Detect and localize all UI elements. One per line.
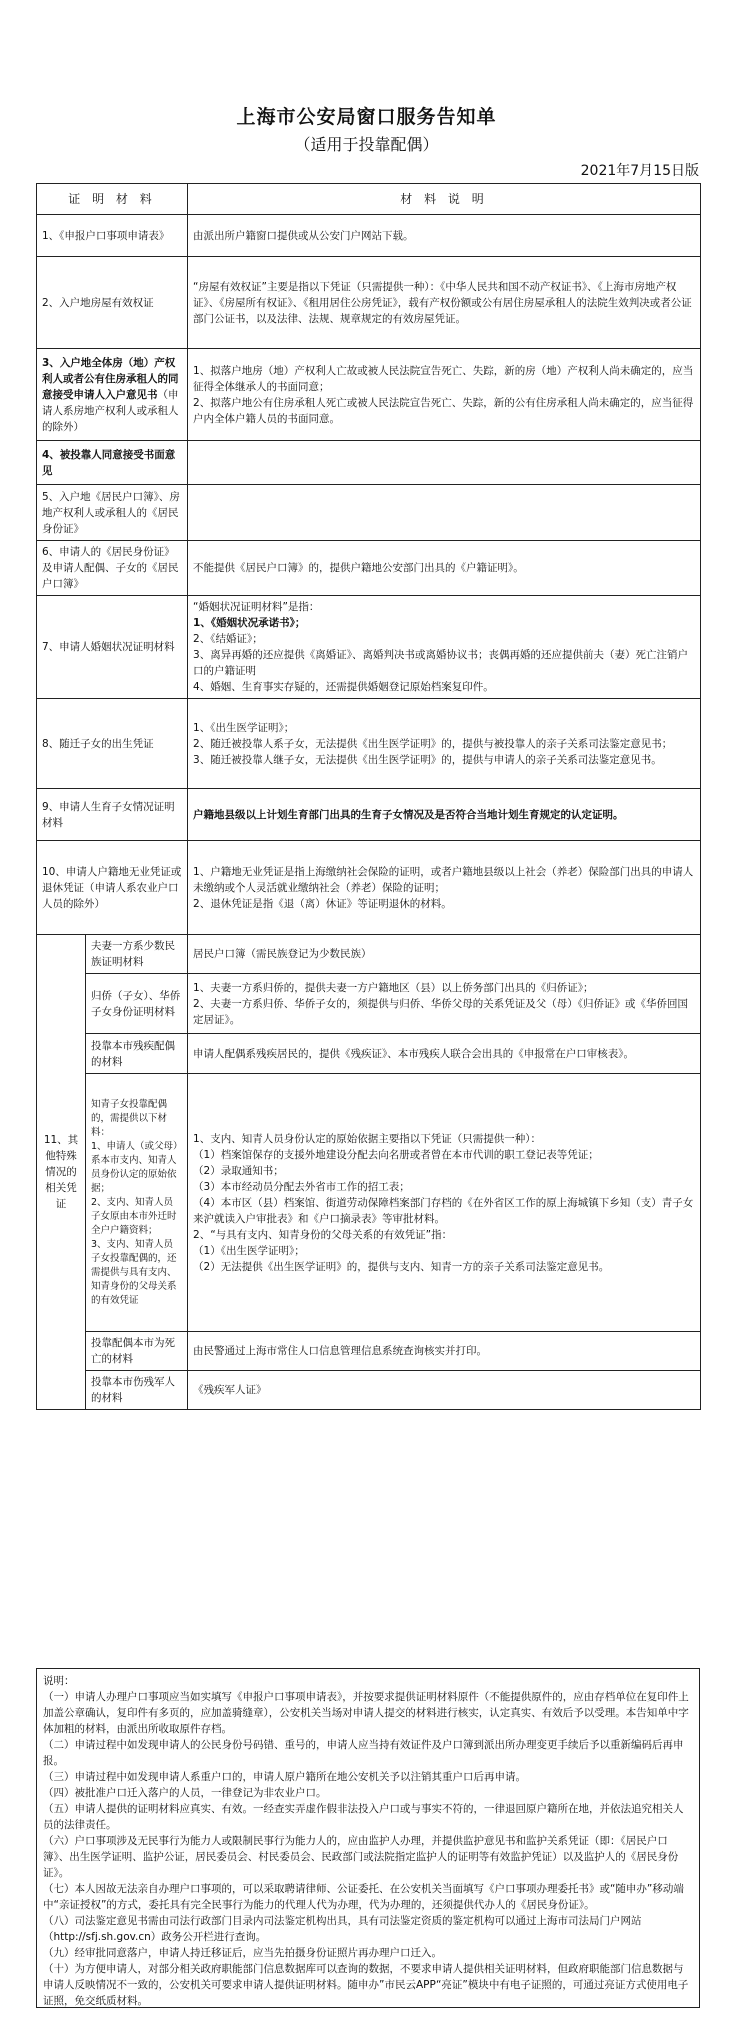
special-sub: 投靠本市伤残军人的材料 — [86, 1371, 188, 1410]
page-subtitle: （适用于投靠配偶） — [294, 135, 439, 154]
row-material — [37, 349, 188, 441]
special-sub: 投靠配偶本市为死亡的材料 — [86, 1332, 188, 1371]
note-item: （三）申请过程中如发现申请人系重户口的，申请人原户籍所在地公安机关予以注销其重户口后再申请。 — [43, 1771, 526, 1783]
row-material: 2、入户地房屋有效权证 — [37, 257, 188, 349]
version-date: 2021年7月15日版 — [580, 163, 699, 179]
table-row — [37, 485, 701, 541]
table-row — [37, 541, 701, 596]
desc-line: 2、《结婚证》； — [193, 633, 263, 645]
table-row — [37, 699, 701, 789]
col-header-material: 证 明 材 料 — [37, 184, 188, 215]
desc-line: 3、随迁被投靠人继子女，无法提供《出生医学证明》的，提供与申请人的亲子关系司法鉴定意见书。 — [193, 753, 662, 766]
table-row — [37, 349, 701, 441]
desc-line: “婚姻状况证明材料”是指： — [193, 601, 320, 613]
special-sub: 投靠本市残疾配偶的材料 — [86, 1034, 188, 1074]
note-item: （八）司法鉴定意见书需由司法行政部门目录内司法鉴定机构出具，具有司法鉴定资质的鉴定机构可以通过上海市司法局门户网站（http://sfj.sh.gov.cn）政务公开栏进行查询。 — [43, 1915, 642, 1943]
table-row — [37, 215, 701, 257]
page-title: 上海市公安局窗口服务告知单 — [236, 106, 497, 128]
special-desc: 1、夫妻一方系归侨的，提供夫妻一方户籍地区（县）以上侨务部门出具的《归侨证》； 2、夫妻一方系归侨、华侨子女的，须提供与归侨、华侨父母的关系凭证及父（母）《归侨证》或《华侨回国定居证》。 — [188, 974, 701, 1034]
note-item: （二）申请过程中如发现申请人的公民身份号码错、重号的，申请人应当持有效证件及户口簿到派出所办理变更手续后予以重新编码后再申报。 — [43, 1739, 684, 1767]
desc-line: 4、婚姻、生育事实存疑的，还需提供婚姻登记原始档案复印件。 — [193, 681, 494, 693]
row-desc: 不能提供《居民户口簿》的，提供户籍地公安部门出具的《户籍证明》。 — [188, 541, 701, 596]
note-item: （五）申请人提供的证明材料应真实、有效。一经查实弄虚作假非法投入户口或与事实不符的，一律退回原户籍所在地，并依法追究相关人员的法律责任。 — [43, 1803, 684, 1831]
row-desc — [188, 699, 701, 789]
col-header-desc: 材 料 说 明 — [188, 184, 701, 215]
table-row — [37, 789, 701, 841]
note-item: （七）本人因故无法亲自办理户口事项的，可以采取聘请律师、公证委托、在公安机关当面填写《户口事项办理委托书》或“随申办”移动端中“亲证授权”的方式，委托具有完全民事行为能力的代理人代为办理，代为办理的，还须提供代办人的《居民身份证》。 — [43, 1883, 684, 1911]
special-desc: 《残疾军人证》 — [188, 1371, 701, 1410]
note-item: （四）被批准户口迁入落户的人员，一律登记为非农业户口。 — [43, 1787, 327, 1799]
table-row — [37, 1074, 701, 1332]
row-desc: 由派出所户籍窗口提供或从公安门户网站下载。 — [188, 215, 701, 257]
row-desc: 1、拟落户地房（地）产权利人亡故或被人民法院宣告死亡、失踪，新的房（地）产权利人尚未确定的，应当征得全体继承人的书面同意； 2、拟落户地公有住房承租人死亡或被人民法院宣告死亡、失踪，新的公有住房承租人尚未确定的，应当征得户内全体户籍人员的书面同意。 — [188, 349, 701, 441]
row-material: 6、申请人的《居民身份证》及申请人配偶、子女的《居民户口簿》 — [37, 541, 188, 596]
desc-line: 1、《婚姻状况承诺书》； — [193, 617, 306, 629]
special-desc: 1、支内、知青人员身份认定的原始依据主要指以下凭证（只需提供一种）： （1）档案馆保存的支援外地建设分配去向名册或者曾在本市代训的职工登记表等凭证； （2）录取通知书； （3）本市经动员分配去外省市工作的招工表； （4）本市区（县）档案馆、街道劳动保障档案部门存档的《在外省区工作的原上海城镇下乡知（支）青子女来沪就读入户审批表》和《户口摘录表》等审批材料。 2、“与具有支内、知青身份的父母关系的有效凭证”指： （1）《出生医学证明》； （2）无法提供《出生医学证明》的，提供与支内、知青一方的亲子关系司法鉴定意见书。 — [188, 1074, 701, 1332]
table-row — [37, 596, 701, 699]
special-sub: 知青子女投靠配偶的，需提供以下材料： 1、申请人（或父母）系本市支内、知青人员身份认定的原始依据； 2、支内、知青人员子女原由本市外迁时全户户籍资料； 3、支内、知青人员子女投靠配偶的，还需提供与具有支内、知青身份的父母关系的有效凭证 — [86, 1074, 188, 1332]
special-desc: 由民警通过上海市常住人口信息管理信息系统查询核实并打印。 — [188, 1332, 701, 1371]
row-desc — [188, 596, 701, 699]
table-row — [37, 1034, 701, 1074]
row-desc — [188, 841, 701, 935]
row-material: 7、申请人婚姻状况证明材料 — [37, 596, 188, 699]
note-item: （一）申请人办理户口事项应当如实填写《申报户口事项申请表》，并按要求提供证明材料原件（不能提供原件的，应由存档单位在复印件上加盖公章确认，复印件有多页的，应加盖骑缝章），公安机关当场对申请人提交的材料进行核实，认定真实、有效后予以受理。本告知单中字体加粗的材料，由派出所收取原件存档。 — [43, 1691, 689, 1735]
row-desc — [188, 485, 701, 541]
special-sub: 夫妻一方系少数民族证明材料 — [86, 935, 188, 974]
notes-heading: 说明： — [43, 1675, 75, 1687]
desc-line: 2、随迁被投靠人系子女，无法提供《出生医学证明》的，提供与被投靠人的亲子关系司法鉴定意见书； — [193, 737, 673, 750]
note-item: （六）户口事项涉及无民事行为能力人或限制民事行为能力人的，应由监护人办理，并提供监护意见书和监护关系凭证（即：《居民户口簿》、出生医学证明、监护公证，居民委员会、村民委员会、民政部门或法院指定监护人的证明等有效监护凭证）以及监护人的《居民身份证》。 — [43, 1835, 679, 1879]
row-material-bold: 3、入户地全体房（地）产权利人或者公有住房承租人的同意接受申请人入户意见书 — [42, 356, 179, 401]
note-item: （九）经审批同意落户，申请人持迁移证后，应当先拍摄身份证照片再办理户口迁入。 — [43, 1947, 442, 1959]
row-material: 4、被投靠人同意接受书面意见 — [37, 441, 188, 485]
table-row — [37, 974, 701, 1034]
special-desc: 申请人配偶系残疾居民的，提供《残疾证》、本市残疾人联合会出具的《申报常在户口审核表》。 — [188, 1034, 701, 1074]
row-material: 8、随迁子女的出生凭证 — [37, 699, 188, 789]
row-desc: “房屋有效权证”主要是指以下凭证（只需提供一种）：《中华人民共和国不动产权证书》、《上海市房地产权证》、《房屋所有权证》、《租用居住公房凭证》，载有产权份额或公有居住房屋承租人的法院生效判决或者公证部门公证书，以及法律、法规、规章规定的有效房屋凭证。 — [188, 257, 701, 349]
row-material-note: （申请人系房地产权利人或承租人的除外） — [42, 388, 179, 433]
desc-line: 1、户籍地无业凭证是指上海缴纳社会保险的证明，或者户籍地县级以上社会（养老）保险部门出具的申请人未缴纳或个人灵活就业缴纳社会（养老）保险的证明； — [193, 865, 694, 894]
special-label: 11、其他特殊情况的相关凭证 — [37, 935, 86, 1410]
materials-table — [36, 183, 701, 1410]
row-material: 10、申请人户籍地无业凭证或退休凭证（申请人系农业户口人员的除外） — [37, 841, 188, 935]
note-item: （十）为方便申请人，对部分相关政府职能部门信息数据库可以查询的数据，不要求申请人提供相关证明材料，但政府职能部门信息数据与申请人反映情况不一致的，公安机关可要求申请人提供证明材料。随申办”市民云APP“亮证”模块中有电子证照的，可通过亮证方式使用电子证照，免交纸质材料。 — [43, 1963, 689, 2007]
table-row — [37, 1332, 701, 1371]
table-row — [37, 441, 701, 485]
desc-line: 3、离异再婚的还应提供《离婚证》、离婚判决书或离婚协议书；丧偶再婚的还应提供前夫（妻）死亡注销户口的户籍证明 — [193, 649, 688, 677]
table-row — [37, 841, 701, 935]
desc-line: 2、退休凭证是指《退（离）休证》等证明退休的材料。 — [193, 897, 452, 910]
special-sub: 归侨（子女）、华侨子女身份证明材料 — [86, 974, 188, 1034]
row-material: 9、申请人生育子女情况证明材料 — [37, 789, 188, 841]
table-header-row — [37, 184, 701, 215]
row-desc: 户籍地县级以上计划生育部门出具的生育子女情况及是否符合当地计划生育规定的认定证明。 — [188, 789, 701, 841]
special-desc: 居民户口簿（需民族登记为少数民族） — [188, 935, 701, 974]
notes-section — [36, 1668, 700, 2008]
table-row — [37, 1371, 701, 1410]
table-row — [37, 935, 701, 974]
row-material: 5、入户地《居民户口簿》、房地产权利人或承租人的《居民身份证》 — [37, 485, 188, 541]
table-row — [37, 257, 701, 349]
row-desc — [188, 441, 701, 485]
row-material: 1、《申报户口事项申请表》 — [37, 215, 188, 257]
desc-line: 1、《出生医学证明》； — [193, 721, 295, 734]
